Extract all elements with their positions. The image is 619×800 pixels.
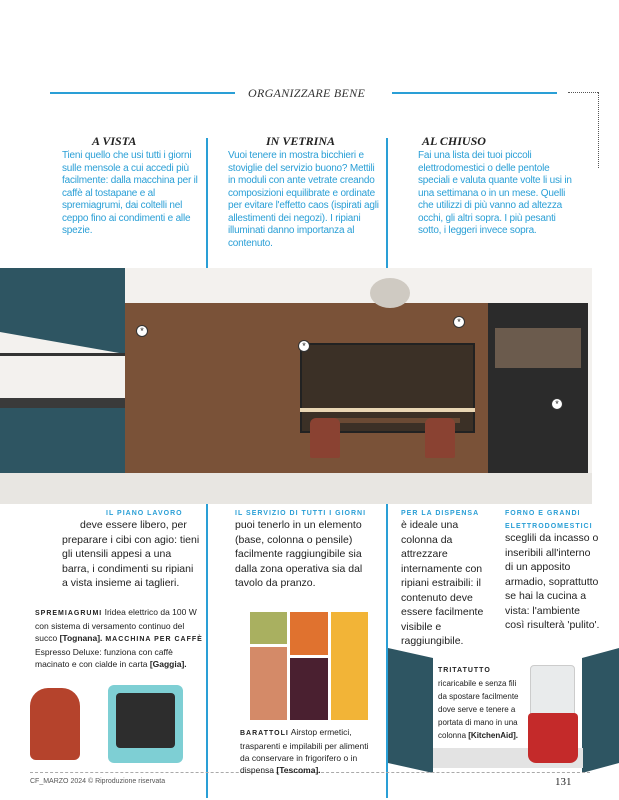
section-title: ORGANIZZARE BENE (248, 86, 366, 100)
product-label: MACCHINA PER CAFFÈ (102, 636, 203, 643)
product-brand: [Tescoma]. (276, 765, 321, 775)
product-text: ricaricabile e senza fili da spostare facilmente dove serve e tenere a portata di mano in una colonna (438, 679, 519, 740)
dotted-corner-vertical (598, 92, 599, 168)
product-text: Iridea elettrico da 100 W con sistema di versamento continuo del succo (35, 607, 197, 643)
product-brand: [KitchenAid]. (468, 731, 519, 740)
product-caption-spremiagrumi-macchina (35, 606, 205, 670)
column-heading-al-chiuso: AL CHIUSO (422, 134, 486, 148)
espresso-machine-image (108, 685, 183, 763)
chopper-base (528, 713, 578, 763)
kitchen-photo (0, 268, 592, 504)
column-heading-in-vetrina: IN VETRINA (266, 134, 336, 148)
caption-heading: PER LA DISPENSA (401, 510, 480, 517)
caption-text: è ideale una colonna da attrezzare internamente con ripiani estraibili: il contenuto deve essere facilmente visibile e raggiungibile. (401, 519, 484, 647)
asterisk-marker: * (551, 398, 563, 410)
product-text: Espresso Deluxe: funziona con caffè macinato e con cialde in carta (35, 647, 173, 669)
dotted-corner (568, 92, 598, 93)
product-label: BARATTOLI (240, 730, 289, 737)
chopper-image (530, 665, 575, 715)
caption-text: sceglili da incasso o inseribili all'interno di un apposito armadio, soprattutto se hai la cucina a vista: l'ambiente così risulterà 'pulito'. (505, 532, 600, 631)
cabinet-door (388, 648, 433, 773)
product-label: SPREMIAGRUMI (35, 610, 103, 617)
cabinet-door (582, 648, 619, 773)
caption-text: puoi tenerlo in un elemento (base, colonna o pensile) facilmente raggiungibile sia dalla zona operativa sia dal tavolo da pranzo. (235, 519, 363, 589)
product-brand: [Tognana]. (59, 633, 103, 643)
product-caption-tritatutto (438, 664, 524, 742)
caption-text: deve essere libero, per preparare i cibi con agio: tieni gli utensili appesi a una barra, i condimenti su ripiani a vista insieme ai taglieri. (62, 519, 200, 589)
caption-heading: IL PIANO LAVORO (106, 510, 183, 517)
header-rule-left (50, 92, 235, 94)
column-text-in-vetrina: Vuoi tenere in mostra bicchieri e stoviglie del servizio buono? Mettili in moduli con ante vetrate creando composizioni equilibrate e ordinate per evitare l'effetto caos (ispirati agli allestimenti dei negozi). I ripiani illuminati danno importanza al contenuto. (228, 150, 379, 249)
asterisk-marker: * (136, 325, 148, 337)
product-caption-barattoli (240, 726, 380, 776)
jars-image (250, 612, 368, 720)
citrus-juicer-image (30, 688, 80, 760)
page-number: 131 (555, 776, 572, 788)
column-text-a-vista: Tieni quello che usi tutti i giorni sulle mensole a cui accedi più facilmente: dalla macchina per il caffè al tostapane e al spremiagrumi, dai coltelli nel ceppo fino ai condimenti e alle spezie. (62, 150, 198, 236)
caption-heading: FORNO E GRANDI ELETTRODOMESTICI (505, 510, 593, 530)
column-heading-a-vista: A VISTA (92, 134, 137, 148)
product-text: Airstop ermetici, trasparenti e impilabili per alimenti da conservare in frigorifero o in dispensa (240, 727, 369, 775)
product-brand: [Gaggia]. (149, 659, 187, 669)
header-rule-right (392, 92, 557, 94)
asterisk-marker: * (453, 316, 465, 328)
column-text-al-chiuso: Fai una lista dei tuoi piccoli elettrodomestici o delle pentole speciali e valuta quante volte li usi in una settimana o in un mese. Quelli che utilizzi di più vanno ad altezza occhi, gli altri sopra. I più pesanti sotto, i leggeri invece sopra. (418, 150, 572, 236)
product-label: TRITATUTTO (438, 667, 491, 674)
caption-heading: IL SERVIZIO DI TUTTI I GIORNI (235, 510, 367, 517)
footer-credit: CF_MARZO 2024 © Riproduzione riservata (30, 778, 166, 785)
asterisk-marker: * (298, 340, 310, 352)
